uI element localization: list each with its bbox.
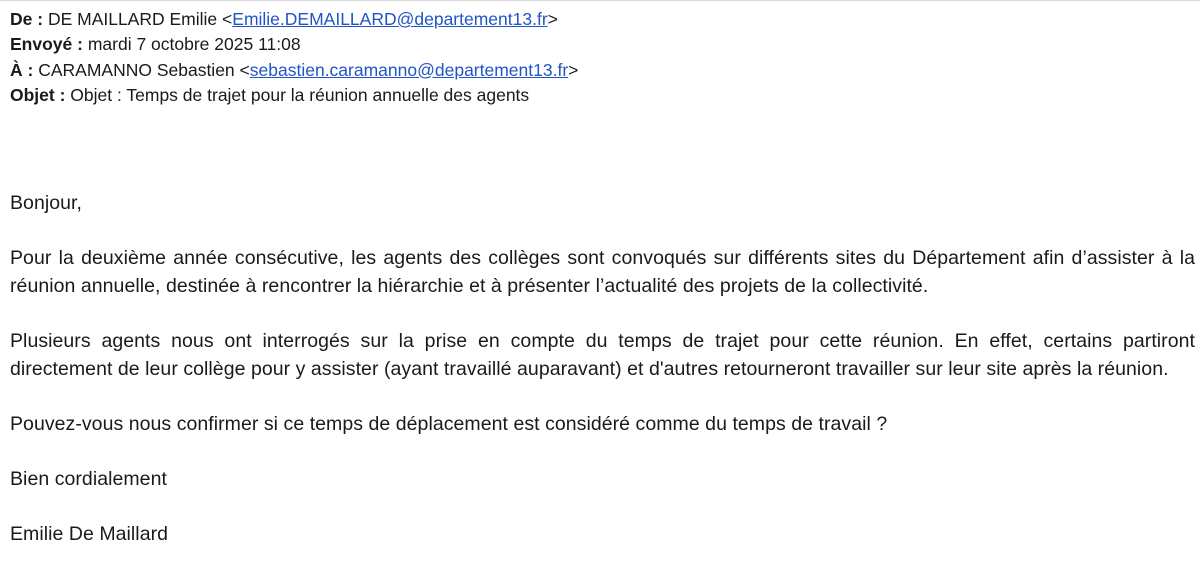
- to-name: CARAMANNO Sebastien: [38, 59, 235, 80]
- email-headers: [10, 7, 1195, 108]
- paragraph-question: Pouvez-vous nous confirmer si ce temps de déplacement est considéré comme du temps de travail ?: [10, 413, 888, 436]
- signature: Emilie De Maillard: [10, 523, 169, 546]
- from-line: [10, 7, 1195, 32]
- sent-line: [10, 32, 1195, 57]
- to-label: À :: [10, 59, 34, 80]
- from-name: DE MAILLARD Emilie: [47, 9, 218, 29]
- to-bracket-open: <: [239, 59, 250, 80]
- from-email-link[interactable]: Emilie.DEMAILLARD@departement13.fr: [232, 9, 548, 29]
- top-divider: [0, 0, 1200, 1]
- email-body: [10, 189, 1195, 548]
- subject-line: [10, 83, 1195, 108]
- closing: Bien cordialement: [10, 468, 167, 491]
- subject-label: Objet :: [10, 84, 66, 105]
- from-label: De :: [10, 9, 44, 29]
- subject-text: Objet : Temps de trajet pour la réunion annuelle des agents: [70, 84, 530, 105]
- paragraph-travel-time: Plusieurs agents nous ont interrogés sur la prise en compte du temps de trajet pour cette réunion. En effet, certains partiront directement de leur collège pour y assister (ayant travaillé auparavant) et d'autres retourneront travailler sur leur site après la réunion.: [10, 330, 1195, 381]
- greeting: Bonjour,: [10, 192, 82, 215]
- from-bracket-close: >: [547, 9, 558, 29]
- to-email-link[interactable]: sebastien.caramanno@departement13.fr: [249, 59, 569, 80]
- sent-label: Envoyé :: [10, 34, 83, 55]
- to-bracket-close: >: [568, 59, 579, 80]
- sent-date: mardi 7 octobre 2025 11:08: [87, 34, 301, 55]
- paragraph-annual-meeting: Pour la deuxième année consécutive, les agents des collèges sont convoqués sur différents sites du Département afin d’assister à la réunion annuelle, destinée à rencontrer la hiérarchie et à présenter l’actualité des projets de la collectivité.: [10, 247, 1195, 298]
- to-line: [10, 58, 1195, 83]
- from-bracket-open: <: [222, 9, 233, 29]
- email-message: [10, 7, 1195, 575]
